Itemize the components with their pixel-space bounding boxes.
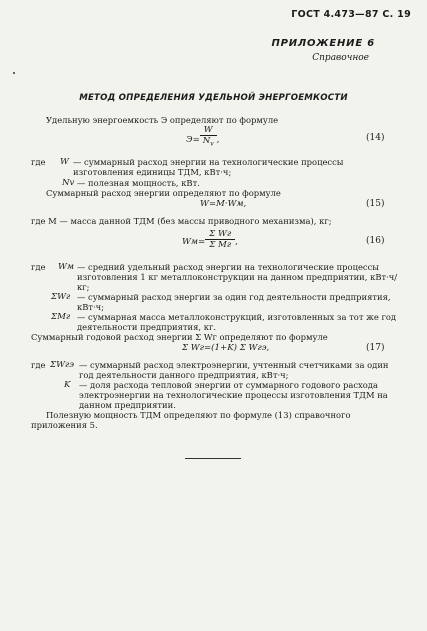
def16-lead: где [31, 262, 46, 272]
formula-15: W=M·Wм, [200, 199, 247, 209]
page-header-gost: ГОСТ 4.473—87 С. 19 [291, 9, 411, 20]
formula-14 [186, 125, 219, 150]
speck-mark [13, 72, 15, 74]
def14-lead: где [31, 157, 46, 167]
def16-text-sumw: — суммарный расход энергии за один год деятельности предприятия, кВт·ч; [77, 292, 391, 312]
def16-symbol-wm: Wм [58, 262, 74, 272]
formula-14-numerator: W [200, 125, 217, 136]
formula-14-number: (14) [366, 133, 385, 143]
appendix-reference: Справочное [312, 53, 369, 63]
formula-14-fraction [200, 125, 217, 150]
formula-14-denominator: N [202, 136, 211, 146]
appendix-label: ПРИЛОЖЕНИЕ 6 [271, 38, 375, 49]
def16-text-wm: — средний удельный расход энергии на технологические процессы изготовления 1 кг металлоконструкции на данном предприятии, кВт·ч/кг; [77, 262, 398, 292]
formula-16-lhs: Wм= [182, 237, 206, 247]
def17-symbol-sumwe: ΣWгэ [50, 360, 75, 370]
def16-text-summ: — суммарная масса металлоконструкций, изготовленных за тот же год деятельности предприятия, кг. [77, 312, 397, 332]
end-rule [185, 458, 241, 459]
formula-17: Σ Wг=(1+K) Σ Wгэ, [182, 343, 270, 353]
def14-text-n: — полезная мощность, кВт. [77, 178, 200, 188]
def17-symbol-k: K [64, 380, 71, 390]
formula-14-lhs: Э= [186, 134, 200, 145]
formula-14-tail: , [216, 134, 220, 145]
def14-symbol-w: W [60, 157, 69, 167]
final-paragraph: Полезную мощность ТДМ определяют по формуле (13) справочного приложения 5. [31, 410, 351, 430]
def17-lead: где [31, 360, 46, 370]
formula-16-numerator: Σ Wг [205, 229, 235, 240]
section-title: МЕТОД ОПРЕДЕЛЕНИЯ УДЕЛЬНОЙ ЭНЕРГОЕМКОСТИ [79, 93, 348, 103]
formula-16-fraction [205, 229, 235, 250]
formula-14-denominator-sub: v [210, 140, 214, 148]
formula-16 [182, 229, 238, 250]
def14-symbol-n: Nv [62, 178, 75, 188]
def16-symbol-sumw: ΣWг [51, 292, 71, 302]
formula-16-denominator: Σ Mг [209, 240, 232, 250]
formula-17-number: (17) [366, 343, 385, 353]
def15-text: где M — масса данной ТДМ (без массы приводного механизма), кг; [31, 216, 332, 226]
formula-16-number: (16) [366, 236, 385, 246]
formula-15-number: (15) [366, 199, 385, 209]
def17-text-sumwe: — суммарный расход электроэнергии, учтенный счетчиками за один год деятельности данного предприятия, кВт·ч; [79, 360, 389, 380]
def16-symbol-summ: ΣMг [51, 312, 71, 322]
formula-16-tail: , [235, 237, 238, 247]
year-paragraph: Суммарный годовой расход энергии Σ Wг определяют по формуле [31, 332, 328, 342]
def14-text-w: — суммарный расход энергии на технологические процессы изготовления единицы ТДМ, кВт·ч; [73, 157, 344, 177]
def17-text-k: — доля расхода тепловой энергии от суммарного годового расхода электроэнергии на технологические процессы изготовления ТДМ на данном предприятии. [79, 380, 388, 410]
sum-paragraph: Суммарный расход энергии определяют по формуле [46, 188, 281, 198]
intro-paragraph: Удельную энергоемкость Э определяют по формуле [46, 115, 279, 125]
